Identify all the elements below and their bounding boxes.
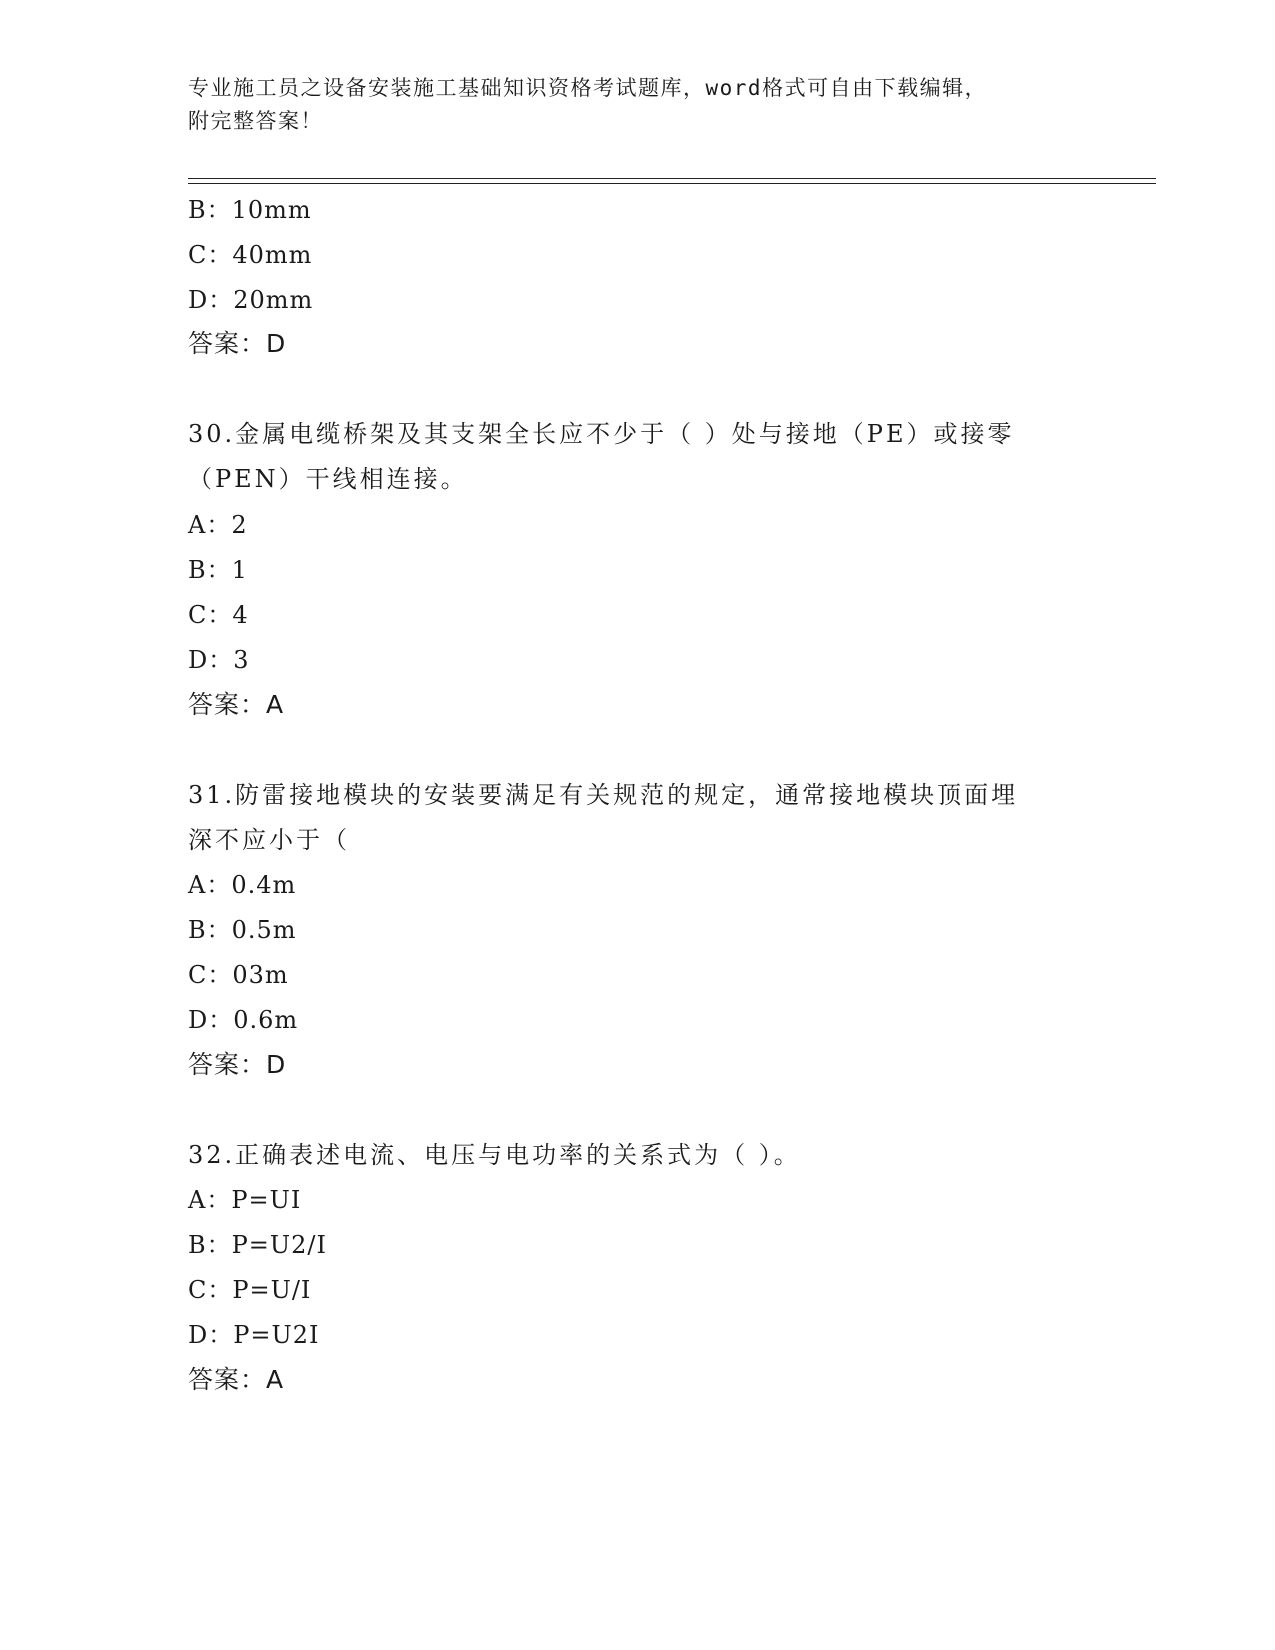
q31-option-d: D：0.6m bbox=[188, 1006, 299, 1034]
header-line-2: 附完整答案！ bbox=[188, 109, 323, 133]
q30-option-c: C：4 bbox=[188, 601, 249, 629]
q30-answer: 答案：A bbox=[188, 690, 285, 719]
q30-option-b: B：1 bbox=[188, 556, 248, 584]
prev-option-c: C：40mm bbox=[188, 241, 313, 269]
q32-option-c: C：P=U/I bbox=[188, 1276, 312, 1304]
q32-option-a: A：P=UI bbox=[188, 1186, 302, 1214]
q32-answer: 答案：A bbox=[188, 1365, 285, 1394]
q31-option-b: B：0.5m bbox=[188, 916, 297, 944]
prev-option-b: B：10mm bbox=[188, 196, 312, 224]
q31-option-a: A：0.4m bbox=[188, 871, 297, 899]
q31-answer: 答案：D bbox=[188, 1050, 287, 1079]
q31-text-line-2: 深不应小于（ bbox=[188, 826, 350, 854]
prev-answer: 答案：D bbox=[188, 329, 287, 358]
q30-text-line-1: 30.金属电缆桥架及其支架全长应不少于（ ）处与接地（PE）或接零 bbox=[188, 420, 1015, 448]
header-divider-bottom bbox=[188, 183, 1156, 184]
q32-option-b: B：P=U2/I bbox=[188, 1231, 327, 1259]
document-header bbox=[188, 72, 1088, 138]
prev-option-d: D：20mm bbox=[188, 286, 314, 314]
q31-text-line-1: 31.防雷接地模块的安装要满足有关规范的规定，通常接地模块顶面埋 bbox=[188, 781, 1019, 809]
header-divider-top bbox=[188, 178, 1156, 179]
q32-text-line-1: 32.正确表述电流、电压与电功率的关系式为（ ）。 bbox=[188, 1141, 801, 1169]
q30-text-line-2: （PEN）干线相连接。 bbox=[188, 465, 468, 493]
header-line-1: 专业施工员之设备安装施工基础知识资格考试题库，word格式可自由下载编辑， bbox=[188, 76, 988, 100]
q32-option-d: D：P=U2I bbox=[188, 1321, 320, 1349]
q30-option-a: A：2 bbox=[188, 511, 248, 539]
q30-option-d: D：3 bbox=[188, 646, 250, 674]
q31-option-c: C：03m bbox=[188, 961, 289, 989]
